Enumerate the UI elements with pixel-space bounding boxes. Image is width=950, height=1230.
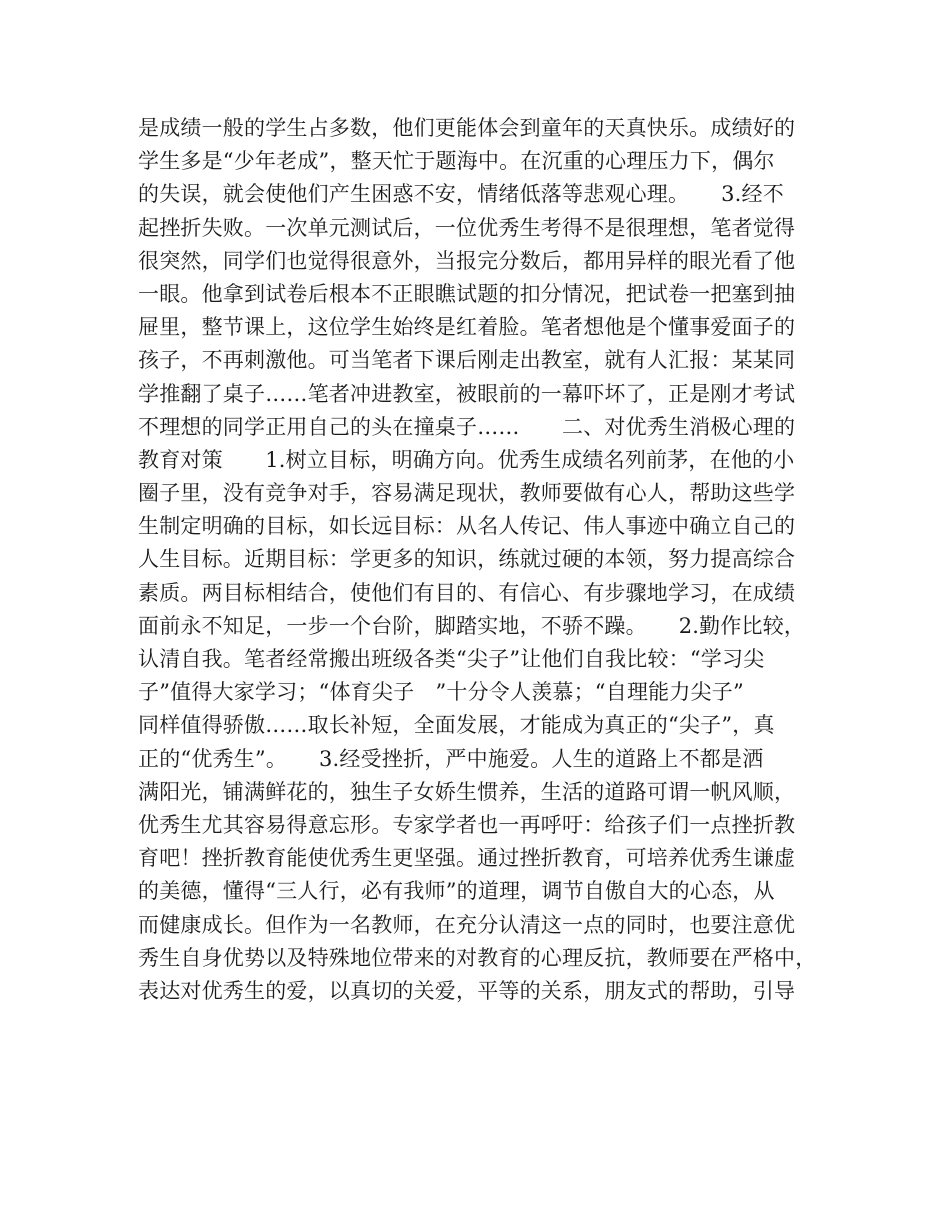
text-line: 而健康成长。但作为一名教师，在充分认清这一点的同时，也要注意优 xyxy=(138,912,796,937)
text-line: 起挫折失败。一次单元测试后，一位优秀生考得不是很理想，笔者觉得 xyxy=(138,215,796,240)
text-line: 表达对优秀生的爱，以真切的关爱，平等的关系，朋友式的帮助，引导 xyxy=(138,978,796,1003)
text-line: 认清自我。笔者经常搬出班级各类“尖子”让他们自我比较：“学习尖 xyxy=(138,647,765,671)
text-line: 生制定明确的目标，如长远目标：从名人传记、伟人事迹中确立自己的 xyxy=(138,514,796,539)
text-line: 学生多是“少年老成”，整天忙于题海中。在沉重的心理压力下，偶尔 xyxy=(138,149,775,174)
text-line: 同样值得骄傲……取长补短，全面发展，才能成为真正的“尖子”，真 xyxy=(138,713,775,738)
text-line: 子”值得大家学习；“体育尖子 ”十分令人羡慕；“自理能力尖子” xyxy=(138,680,744,705)
text-line: 人生目标。近期目标：学更多的知识，练就过硬的本领，努力提高综合 xyxy=(138,547,796,572)
text-line: 圈子里，没有竞争对手，容易满足现状，教师要做有心人，帮助这些学 xyxy=(138,481,796,506)
text-line: 秀生自身优势以及特殊地位带来的对教育的心理反抗，教师要在严格中， xyxy=(138,945,817,970)
text-line: 教育对策 1.树立目标，明确方向。优秀生成绩名列前茅，在他的小 xyxy=(138,447,795,472)
text-line: 的失误，就会使他们产生困惑不安，情绪低落等悲观心理。 3.经不 xyxy=(138,182,784,207)
text-line: 素质。两目标相结合，使他们有目的、有信心、有步骤地学习，在成绩 xyxy=(138,580,796,605)
text-line: 不理想的同学正用自己的头在撞桌子…… 二、对优秀生消极心理的 xyxy=(138,414,796,439)
text-line: 面前永不知足，一步一个台阶，脚踏实地，不骄不躁。 2.勤作比较， xyxy=(138,613,806,638)
text-line: 很突然，同学们也觉得很意外，当报完分数后，都用异样的眼光看了他 xyxy=(138,248,796,273)
text-line: 孩子，不再刺激他。可当笔者下课后刚走出教室，就有人汇报：某某同 xyxy=(138,348,796,373)
text-line: 育吧！挫折教育能使优秀生更坚强。通过挫折教育，可培养优秀生谦虚 xyxy=(138,846,796,871)
text-line: 满阳光，铺满鲜花的，独生子女娇生惯养，生活的道路可谓一帆风顺， xyxy=(138,779,796,804)
text-line: 学推翻了桌子……笔者冲进教室，被眼前的一幕吓坏了，正是刚才考试 xyxy=(138,381,796,406)
text-line: 的美德，懂得“三人行，必有我师”的道理，调节自傲自大的心态，从 xyxy=(138,879,775,904)
text-line: 正的“优秀生”。 3.经受挫折，严中施爱。人生的道路上不都是洒 xyxy=(138,746,764,771)
text-line: 是成绩一般的学生占多数，他们更能体会到童年的天真快乐。成绩好的 xyxy=(138,116,796,140)
text-line: 一眼。他拿到试卷后根本不正眼瞧试题的扣分情况，把试卷一把塞到抽 xyxy=(138,281,796,306)
text-line: 优秀生尤其容易得意忘形。专家学者也一再呼吁：给孩子们一点挫折教 xyxy=(138,812,796,837)
text-line: 屉里，整节课上，这位学生始终是红着脸。笔者想他是个懂事爱面子的 xyxy=(138,315,796,340)
body-text xyxy=(138,112,828,1008)
